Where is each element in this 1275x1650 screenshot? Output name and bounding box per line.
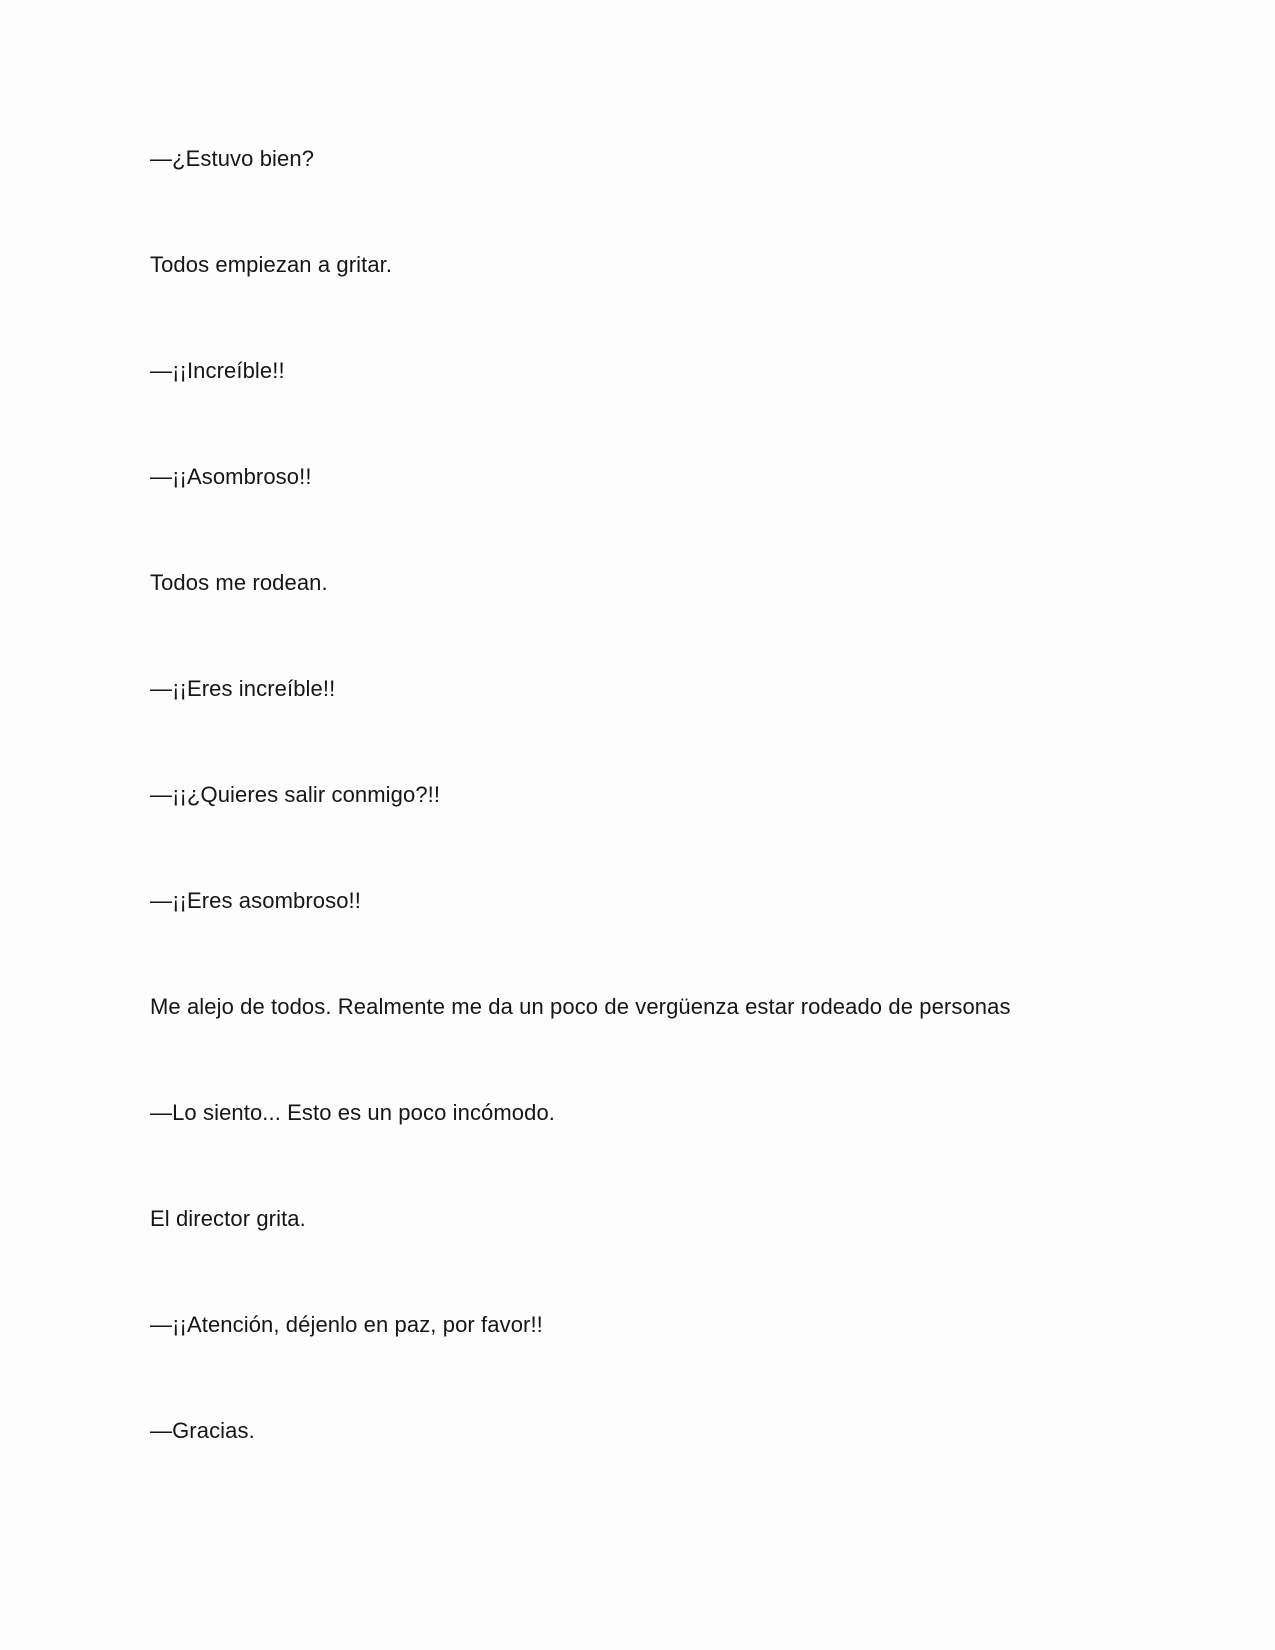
narration-line: Todos empiezan a gritar.: [150, 252, 393, 277]
dialogue-line: —Gracias.: [150, 1418, 255, 1443]
narration-line: Me alejo de todos. Realmente me da un poco de vergüenza estar rodeado de personas: [150, 994, 1011, 1019]
dialogue-line: —Lo siento... Esto es un poco incómodo.: [150, 1100, 556, 1125]
document-body: [150, 146, 1150, 1524]
dialogue-line: —¡¡Atención, déjenlo en paz, por favor!!: [150, 1312, 543, 1337]
dialogue-line: —¡¡Asombroso!!: [150, 464, 312, 489]
dialogue-line: —¡¡¿Quieres salir conmigo?!!: [150, 782, 441, 807]
dialogue-line: —¡¡Eres increíble!!: [150, 676, 336, 701]
dialogue-line: —¿Estuvo bien?: [150, 146, 315, 171]
dialogue-line: —¡¡Eres asombroso!!: [150, 888, 361, 913]
narration-line: Todos me rodean.: [150, 570, 328, 595]
narration-line: El director grita.: [150, 1206, 306, 1231]
dialogue-line: —¡¡Increíble!!: [150, 358, 285, 383]
